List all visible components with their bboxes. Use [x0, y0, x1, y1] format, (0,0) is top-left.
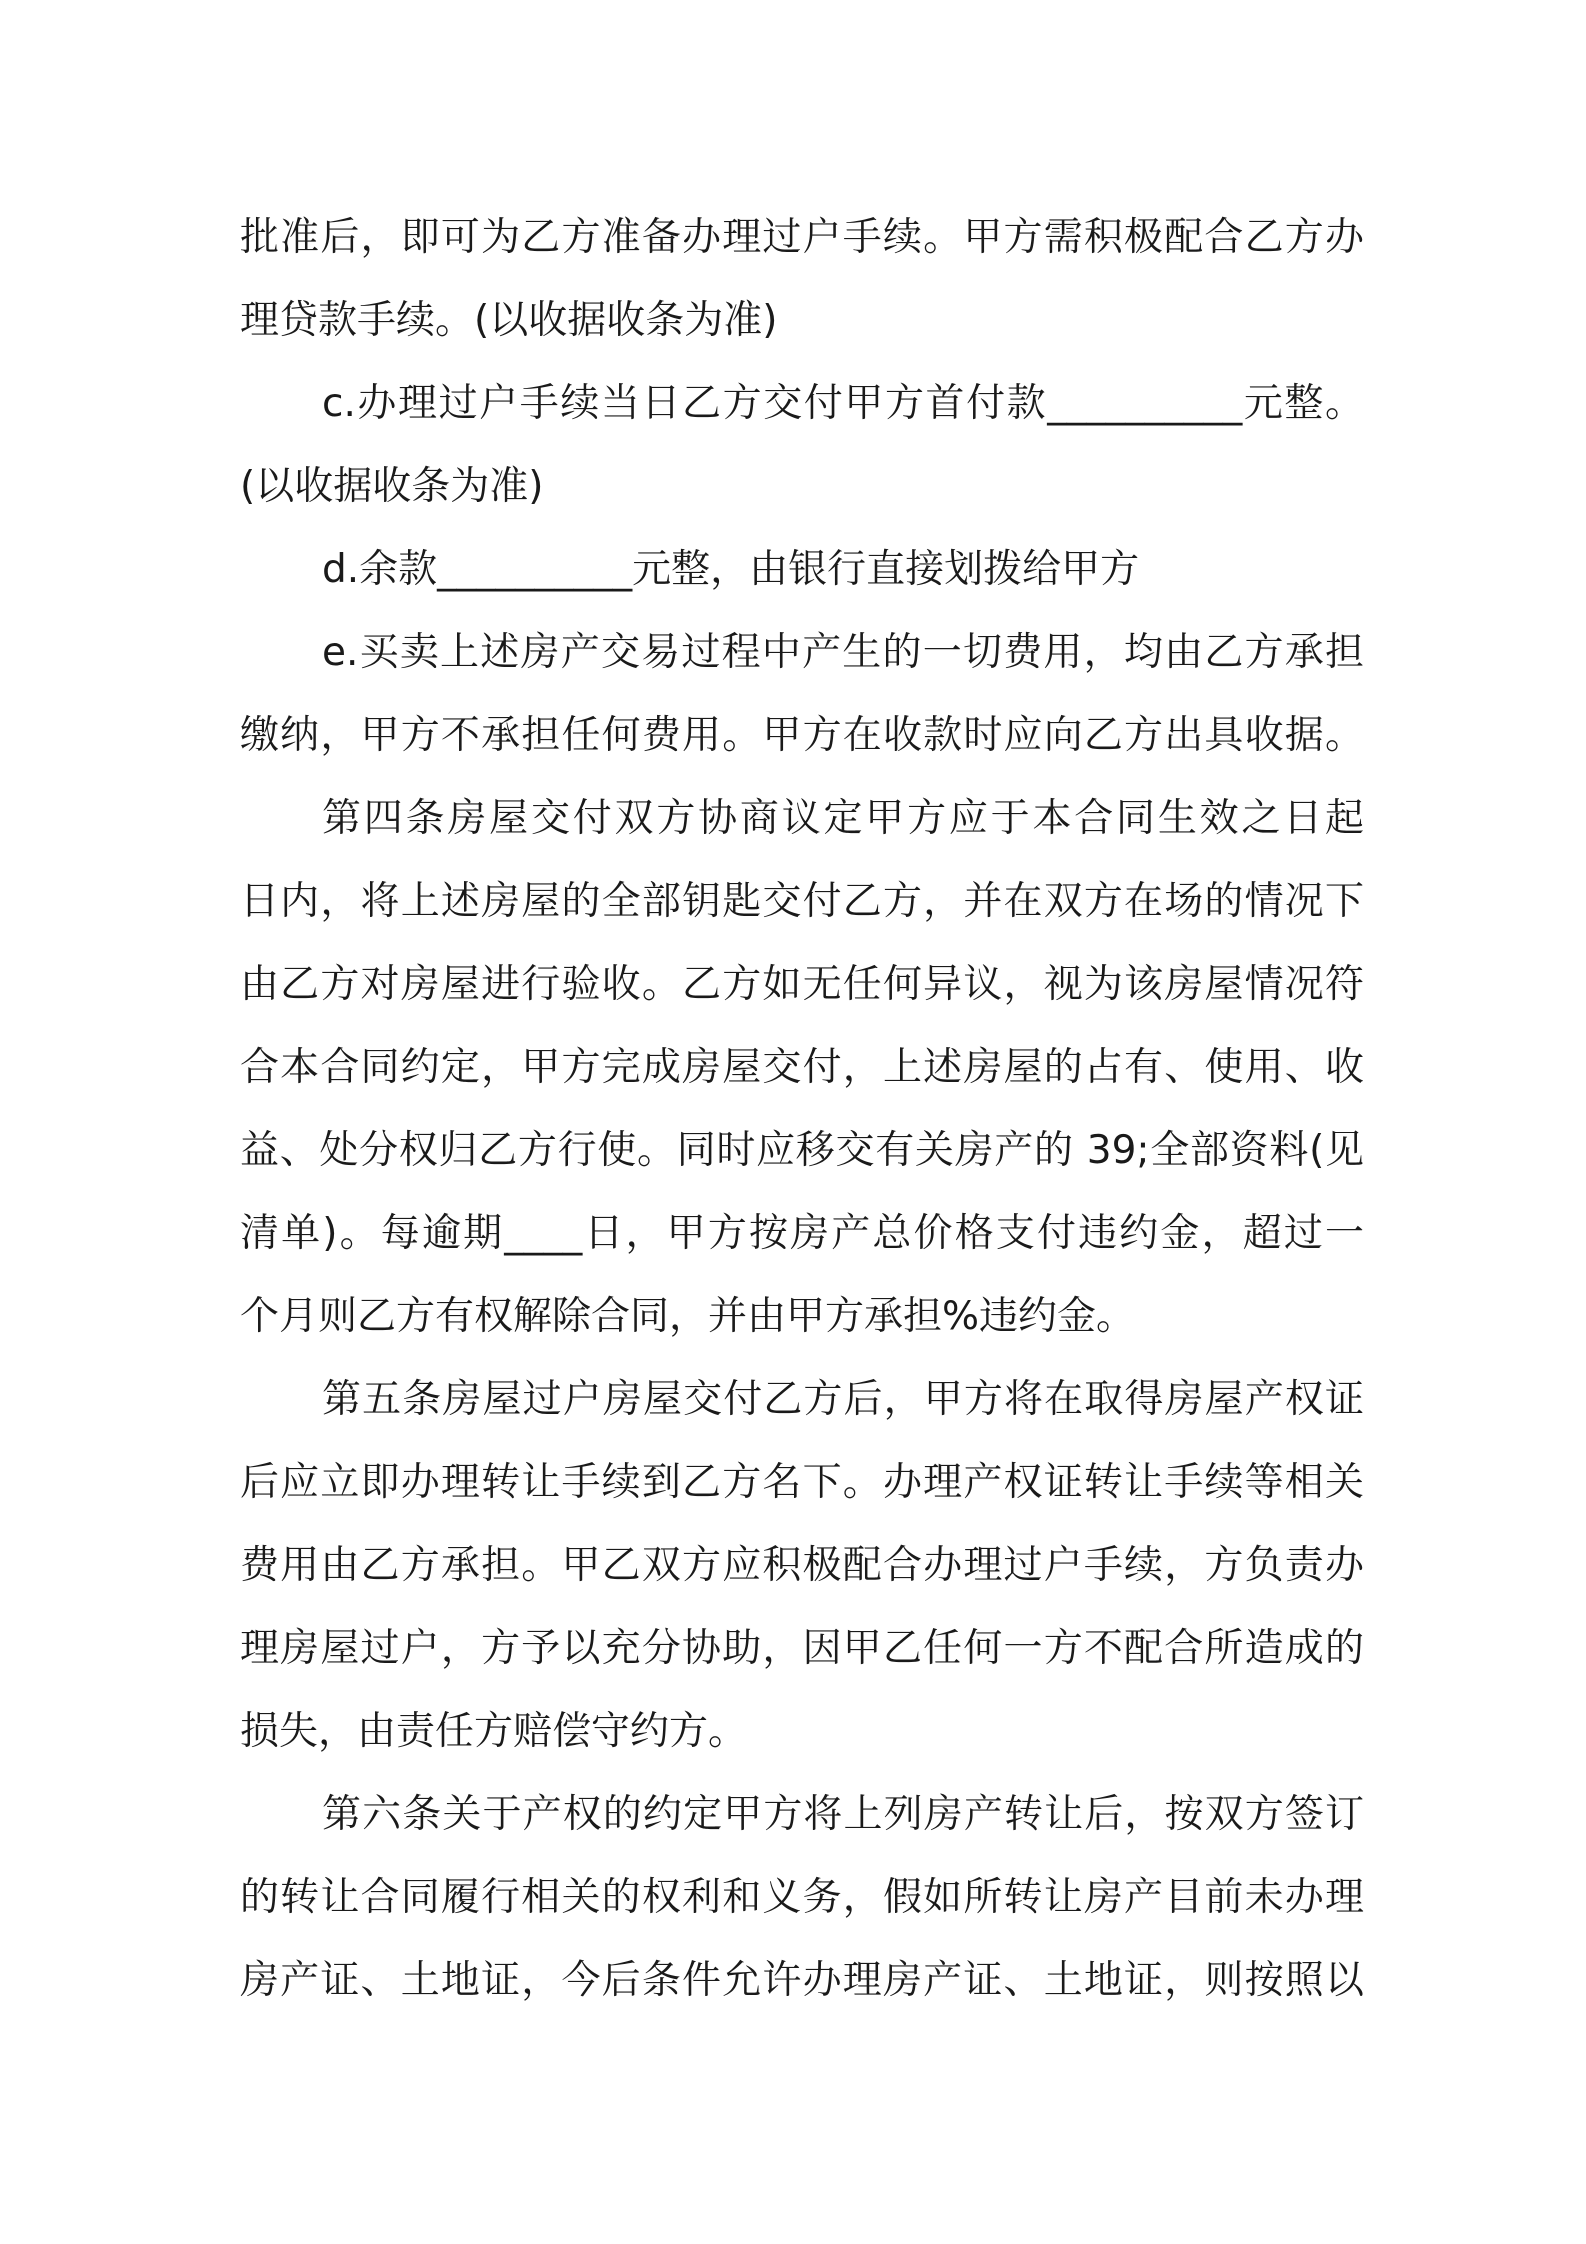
text-line: 理房屋过户，方予以充分协助，因甲乙任何一方不配合所造成的 — [240, 1626, 1364, 1671]
text-line: 第六条关于产权的约定甲方将上列房产转让后，按双方签订 — [322, 1792, 1364, 1837]
text-line: 批准后，即可为乙方准备办理过户手续。甲方需积极配合乙方办 — [240, 215, 1364, 260]
contract-body-text — [240, 196, 1364, 2022]
text-line: 日内，将上述房屋的全部钥匙交付乙方，并在双方在场的情况下 — [240, 879, 1364, 924]
text-line: 清单)。每逾期____日，甲方按房产总价格支付违约金，超过一 — [240, 1211, 1364, 1256]
text-line: 房产证、土地证，今后条件允许办理房产证、土地证，则按照以 — [240, 1958, 1364, 2003]
text-line: 由乙方对房屋进行验收。乙方如无任何异议，视为该房屋情况符 — [240, 962, 1364, 1007]
text-line: 理贷款手续。(以收据收条为准) — [240, 298, 778, 343]
text-line: 损失，由责任方赔偿守约方。 — [240, 1709, 748, 1754]
text-line: 费用由乙方承担。甲乙双方应积极配合办理过户手续，方负责办 — [240, 1543, 1364, 1588]
text-line: 后应立即办理转让手续到乙方名下。办理产权证转让手续等相关 — [240, 1460, 1364, 1505]
text-line: 益、处分权归乙方行使。同时应移交有关房产的 39;全部资料(见 — [240, 1128, 1364, 1173]
text-line: 第五条房屋过户房屋交付乙方后，甲方将在取得房屋产权证 — [322, 1377, 1364, 1422]
text-line: c.办理过户手续当日乙方交付甲方首付款__________元整。 — [322, 381, 1364, 426]
text-line: 第四条房屋交付双方协商议定甲方应于本合同生效之日起 — [322, 796, 1364, 841]
text-line: (以收据收条为准) — [240, 464, 544, 509]
text-line: 个月则乙方有权解除合同，并由甲方承担%违约金。 — [240, 1294, 1136, 1339]
text-line: 的转让合同履行相关的权利和义务，假如所转让房产目前未办理 — [240, 1875, 1364, 1920]
text-line: e.买卖上述房产交易过程中产生的一切费用，均由乙方承担 — [322, 630, 1364, 675]
text-line: 缴纳，甲方不承担任何费用。甲方在收款时应向乙方出具收据。 — [240, 713, 1364, 758]
text-line: d.余款__________元整，由银行直接划拨给甲方 — [322, 547, 1140, 592]
text-line: 合本合同约定，甲方完成房屋交付，上述房屋的占有、使用、收 — [240, 1045, 1364, 1090]
